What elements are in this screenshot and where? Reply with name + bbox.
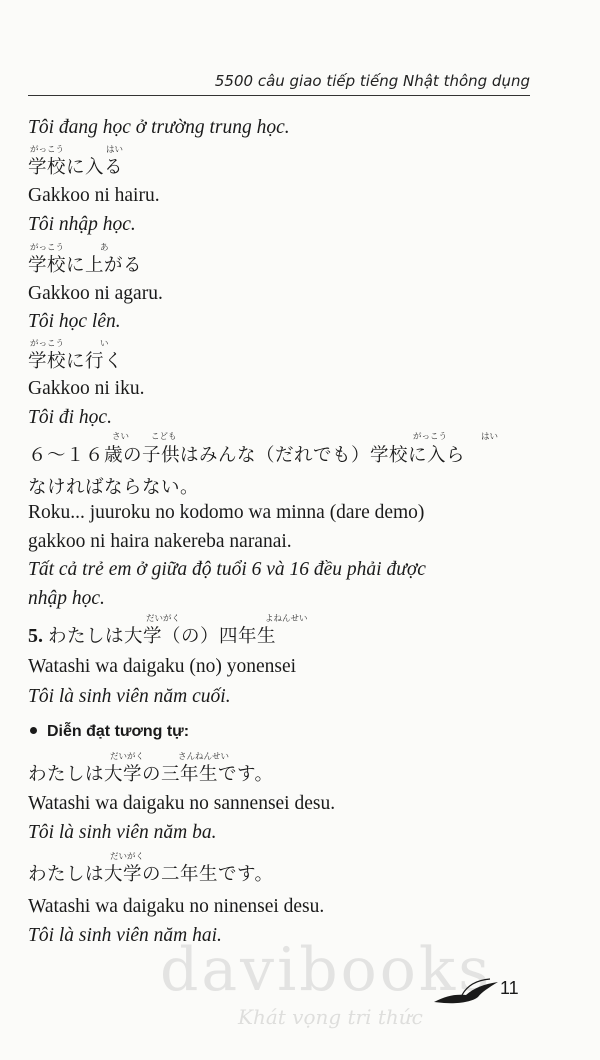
furigana: がっこう [30, 243, 65, 253]
furigana: がっこう [30, 145, 65, 155]
romaji-line: Watashi wa daigaku no ninensei desu. [28, 896, 325, 917]
furigana: だいがく [110, 852, 145, 862]
japanese-sentence: わたしは大学の三年生です。 [28, 764, 274, 785]
japanese-sentence: ６～１６歳の子供はみんな（だれでも）学校に入ら [28, 445, 466, 466]
subheading-label: Diễn đạt tương tự: [47, 723, 190, 740]
romaji-line: Gakkoo ni agaru. [28, 283, 163, 304]
romaji-line: Watashi wa daigaku no sannensei desu. [28, 793, 336, 814]
publisher-watermark: davibooks [160, 935, 493, 1005]
furigana: がっこう [30, 339, 65, 349]
page-number: 11 [500, 978, 519, 998]
section-title-japanese: わたしは大学（の）四年生 [48, 626, 277, 647]
furigana: よねんせい [265, 614, 308, 624]
furigana: さい [112, 432, 130, 442]
bullet-icon [30, 727, 37, 734]
section-number: 5. [28, 625, 43, 647]
furigana: さんねんせい [178, 752, 230, 762]
furigana: はい [106, 145, 124, 155]
japanese-sentence: なければならない。 [28, 477, 200, 498]
vietnamese-translation: Tôi đi học. [28, 407, 112, 428]
furigana: だいがく [110, 752, 145, 762]
vietnamese-translation: Tôi là sinh viên năm hai. [28, 925, 222, 946]
furigana: い [100, 339, 109, 349]
japanese-sentence: わたしは大学の二年生です。 [28, 864, 274, 885]
vietnamese-translation: Tôi là sinh viên năm ba. [28, 822, 217, 843]
romaji-line: gakkoo ni haira nakereba naranai. [28, 531, 292, 552]
furigana: はい [481, 432, 499, 442]
section-heading [28, 622, 276, 648]
vietnamese-translation: Tất cả trẻ em ở giữa độ tuổi 6 và 16 đều phải được [28, 559, 426, 580]
similar-expressions-heading [28, 723, 189, 741]
romaji-line: Gakkoo ni iku. [28, 378, 145, 399]
japanese-sentence: 学校に入る [28, 157, 124, 178]
furigana: だいがく [146, 614, 181, 624]
romaji-line: Watashi wa daigaku (no) yonensei [28, 656, 297, 677]
vietnamese-translation: Tôi đang học ở trường trung học. [28, 117, 290, 138]
furigana: こども [151, 432, 177, 442]
watermark-tagline: Khát vọng tri thức [238, 1005, 423, 1029]
furigana: がっこう [413, 432, 448, 442]
japanese-sentence: 学校に行く [28, 351, 124, 372]
vietnamese-translation: nhập học. [28, 588, 105, 609]
furigana: あ [100, 243, 109, 253]
romaji-line: Roku... juuroku no kodomo wa minna (dare demo) [28, 502, 425, 523]
running-header: 5500 câu giao tiếp tiếng Nhật thông dụng [214, 72, 530, 90]
vietnamese-translation: Tôi nhập học. [28, 214, 136, 235]
flying-bird-icon [432, 978, 502, 1008]
romaji-line: Gakkoo ni hairu. [28, 185, 160, 206]
japanese-sentence: 学校に上がる [28, 255, 143, 276]
vietnamese-translation: Tôi học lên. [28, 311, 121, 332]
header-rule [28, 95, 530, 96]
vietnamese-translation: Tôi là sinh viên năm cuối. [28, 686, 231, 707]
